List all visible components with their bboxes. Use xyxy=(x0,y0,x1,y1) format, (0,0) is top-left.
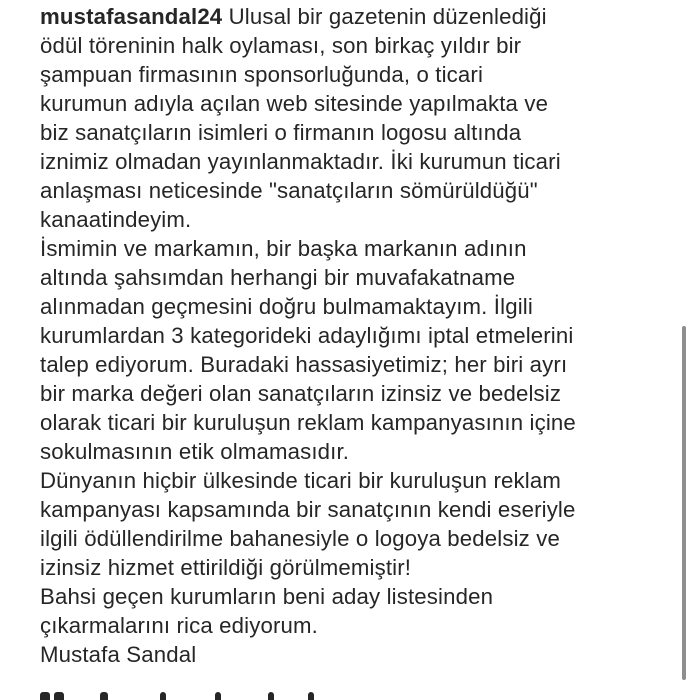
caption-line: ilgili ödüllendirilme bahanesiyle o logoya bedelsiz ve xyxy=(40,526,560,551)
caption-line: Dünyanın hiçbir ülkesinde ticari bir kuruluşun reklam xyxy=(40,468,561,493)
caption-text: Ulusal bir gazetenin düzenlediği xyxy=(222,4,547,29)
caption-line: kurumun adıyla açılan web sitesinde yapılmakta ve xyxy=(40,91,549,116)
caption-line: ödül töreninin halk oylaması, son birkaç yıldır bir xyxy=(40,33,522,58)
caption-line: altında şahsımdan herhangi bir muvafakatname xyxy=(40,265,516,290)
caption-line: izinsiz hizmet ettirildiği görülmemiştir! xyxy=(40,555,412,580)
caption-line: iznimiz olmadan yayınlanmaktadır. İki kurumun ticari xyxy=(40,149,561,174)
username-link[interactable]: mustafasandal24 xyxy=(40,4,223,29)
caption-line: İsmimin ve markamın, bir başka markanın adının xyxy=(40,236,527,261)
caption-line: şampuan firmasının sponsorluğunda, o ticari xyxy=(40,62,484,87)
caption-line: kampanyası kapsamında bir sanatçının kendi eseriyle xyxy=(40,497,576,522)
caption-line: biz sanatçıların isimleri o firmanın logosu altında xyxy=(40,120,522,145)
caption-line-1 xyxy=(40,2,688,31)
clipped-next-line xyxy=(40,686,340,700)
caption-line: talep ediyorum. Buradaki hassasiyetimiz; her biri ayrı xyxy=(40,352,568,377)
caption-line: Bahsi geçen kurumların beni aday listesinden xyxy=(40,584,494,609)
caption-line: kurumlardan 3 kategorideki adaylığımı iptal etmelerini xyxy=(40,323,574,348)
caption-line: olarak ticari bir kuruluşun reklam kampanyasının içine xyxy=(40,410,576,435)
caption-line: anlaşması neticesinde "sanatçıların sömürüldüğü" xyxy=(40,178,538,203)
scrollbar[interactable] xyxy=(682,326,686,680)
caption-line: alınmadan geçmesini doğru bulmamaktayım. İlgili xyxy=(40,294,533,319)
signature-line: Mustafa Sandal xyxy=(40,642,197,667)
caption-line: kanaatindeyim. xyxy=(40,207,192,232)
caption-line: bir marka değeri olan sanatçıların izinsiz ve bedelsiz xyxy=(40,381,562,406)
caption-line: sokulmasının etik olmamasıdır. xyxy=(40,439,350,464)
post-caption xyxy=(40,2,688,669)
caption-line: çıkarmalarını rica ediyorum. xyxy=(40,613,318,638)
